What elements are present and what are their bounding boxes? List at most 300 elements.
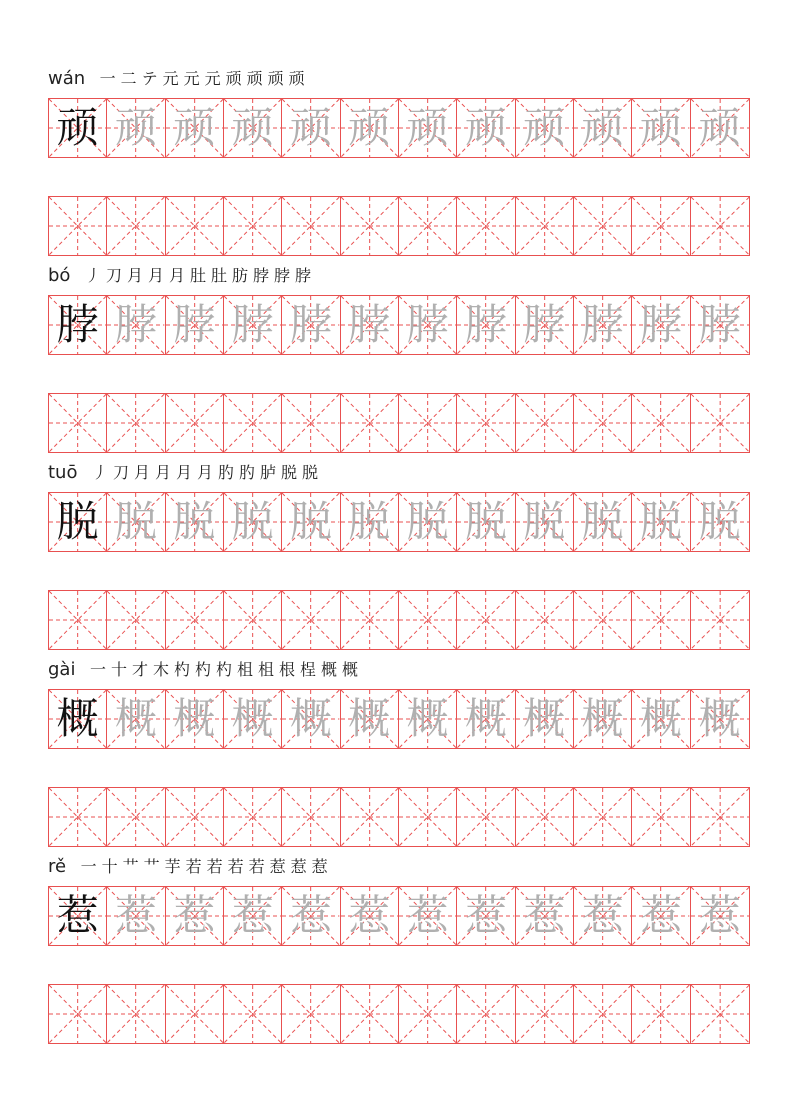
grid-cell	[457, 493, 515, 551]
trace-character: 脖	[231, 300, 274, 349]
stroke-step: 惹	[269, 857, 286, 876]
grid-cell	[399, 788, 457, 846]
grid-cell	[399, 690, 457, 748]
blank-grid-row	[48, 590, 750, 650]
mi-grid-guides	[457, 197, 514, 255]
stroke-step: 十	[101, 857, 118, 876]
grid-cell	[49, 99, 107, 157]
trace-character: 脱	[464, 497, 507, 546]
grid-cell	[224, 690, 282, 748]
mi-grid-guides	[341, 197, 398, 255]
grid-cell	[516, 985, 574, 1043]
trace-character: 顽	[348, 103, 391, 152]
trace-character: 惹	[581, 891, 624, 940]
grid-cell	[282, 493, 340, 551]
grid-cell	[282, 591, 340, 649]
grid-cell	[341, 394, 399, 452]
trace-character: 脱	[289, 497, 332, 546]
grid-cell	[282, 197, 340, 255]
tracing-grid-row	[48, 886, 750, 946]
grid-cell	[107, 887, 165, 945]
stroke-order	[89, 462, 320, 484]
stroke-step: 若	[206, 857, 223, 876]
mi-grid-guides	[691, 788, 749, 846]
mi-grid-guides	[516, 985, 573, 1043]
trace-character: 脱	[348, 497, 391, 546]
grid-cell	[632, 493, 690, 551]
mi-grid-guides	[166, 394, 223, 452]
trace-character: 概	[639, 694, 682, 743]
grid-cell	[49, 690, 107, 748]
stroke-step: 脖	[252, 266, 269, 285]
stroke-step: 顽	[288, 69, 305, 88]
trace-character: 概	[289, 694, 332, 743]
mi-grid-guides	[691, 197, 749, 255]
mi-grid-guides	[282, 591, 339, 649]
mi-grid-guides	[49, 985, 106, 1043]
mi-grid-guides	[49, 197, 106, 255]
pinyin-stroke-line	[48, 655, 360, 681]
tracing-grid-row	[48, 295, 750, 355]
stroke-step: 芋	[164, 857, 181, 876]
mi-grid-guides	[282, 394, 339, 452]
grid-cell	[574, 690, 632, 748]
stroke-step: 月	[154, 463, 171, 482]
stroke-step: 一	[99, 69, 116, 88]
pinyin-label: wán	[48, 68, 86, 89]
mi-grid-guides	[399, 591, 456, 649]
grid-cell	[574, 985, 632, 1043]
stroke-step: 胪	[259, 463, 276, 482]
model-character: 脱	[56, 497, 99, 546]
blank-grid-row	[48, 984, 750, 1044]
stroke-step: 若	[248, 857, 265, 876]
grid-cell	[632, 99, 690, 157]
mi-grid-guides	[107, 591, 164, 649]
pinyin-label: rě	[48, 856, 67, 877]
trace-character: 顽	[231, 103, 274, 152]
stroke-order	[78, 856, 330, 878]
grid-cell	[224, 887, 282, 945]
mi-grid-guides	[516, 394, 573, 452]
stroke-order	[97, 68, 307, 90]
blank-grid-row	[48, 787, 750, 847]
model-character: 概	[56, 694, 99, 743]
grid-cell	[574, 788, 632, 846]
grid-cell	[107, 985, 165, 1043]
trace-character: 脖	[464, 300, 507, 349]
mi-grid-guides	[282, 788, 339, 846]
grid-cell	[49, 985, 107, 1043]
grid-cell	[166, 985, 224, 1043]
trace-character: 概	[231, 694, 274, 743]
grid-cell	[574, 887, 632, 945]
mi-grid-guides	[457, 394, 514, 452]
pinyin-label: gài	[48, 659, 76, 680]
trace-character: 脱	[639, 497, 682, 546]
trace-character: 脱	[581, 497, 624, 546]
grid-cell	[574, 296, 632, 354]
trace-character: 惹	[698, 891, 741, 940]
trace-character: 概	[523, 694, 566, 743]
stroke-step: 顽	[225, 69, 242, 88]
stroke-order	[87, 659, 360, 681]
trace-character: 脖	[173, 300, 216, 349]
stroke-step: 月	[175, 463, 192, 482]
tracing-grid-row	[48, 492, 750, 552]
grid-cell	[166, 788, 224, 846]
stroke-step: 丿	[84, 266, 101, 285]
grid-cell	[49, 788, 107, 846]
stroke-step: 元	[162, 69, 179, 88]
stroke-step: テ	[141, 69, 158, 88]
mi-grid-guides	[632, 591, 689, 649]
grid-cell	[574, 394, 632, 452]
stroke-step: 元	[204, 69, 221, 88]
stroke-step: 刀	[112, 463, 129, 482]
mi-grid-guides	[399, 788, 456, 846]
trace-character: 惹	[523, 891, 566, 940]
stroke-step: 艹	[143, 857, 160, 876]
grid-cell	[49, 887, 107, 945]
trace-character: 惹	[348, 891, 391, 940]
stroke-step: 柤	[236, 660, 253, 679]
stroke-step: 柤	[257, 660, 274, 679]
grid-cell	[457, 690, 515, 748]
stroke-step: 肚	[189, 266, 206, 285]
trace-character: 顽	[114, 103, 157, 152]
grid-cell	[516, 788, 574, 846]
mi-grid-guides	[166, 788, 223, 846]
stroke-step: 木	[152, 660, 169, 679]
grid-cell	[691, 887, 749, 945]
grid-cell	[166, 887, 224, 945]
mi-grid-guides	[632, 394, 689, 452]
stroke-step: 顽	[246, 69, 263, 88]
stroke-step: 肑	[238, 463, 255, 482]
stroke-step: 肪	[231, 266, 248, 285]
trace-character: 顽	[639, 103, 682, 152]
grid-cell	[107, 394, 165, 452]
mi-grid-guides	[224, 985, 281, 1043]
trace-character: 顽	[523, 103, 566, 152]
stroke-step: 刀	[105, 266, 122, 285]
mi-grid-guides	[282, 197, 339, 255]
grid-cell	[399, 887, 457, 945]
grid-cell	[632, 197, 690, 255]
grid-cell	[457, 99, 515, 157]
grid-cell	[457, 788, 515, 846]
grid-cell	[516, 887, 574, 945]
grid-cell	[49, 197, 107, 255]
grid-cell	[49, 296, 107, 354]
mi-grid-guides	[107, 394, 164, 452]
mi-grid-guides	[574, 591, 631, 649]
trace-character: 顽	[698, 103, 741, 152]
grid-cell	[224, 296, 282, 354]
mi-grid-guides	[166, 591, 223, 649]
mi-grid-guides	[224, 788, 281, 846]
grid-cell	[224, 394, 282, 452]
trace-character: 脖	[581, 300, 624, 349]
stroke-step: 杓	[173, 660, 190, 679]
mi-grid-guides	[574, 394, 631, 452]
grid-cell	[107, 197, 165, 255]
trace-character: 惹	[114, 891, 157, 940]
stroke-step: 月	[196, 463, 213, 482]
grid-cell	[282, 788, 340, 846]
trace-character: 脖	[406, 300, 449, 349]
trace-character: 脖	[639, 300, 682, 349]
grid-cell	[457, 296, 515, 354]
trace-character: 脱	[173, 497, 216, 546]
grid-cell	[516, 690, 574, 748]
grid-cell	[691, 788, 749, 846]
grid-cell	[399, 99, 457, 157]
grid-cell	[107, 690, 165, 748]
trace-character: 顽	[464, 103, 507, 152]
grid-cell	[341, 788, 399, 846]
grid-cell	[224, 788, 282, 846]
mi-grid-guides	[457, 591, 514, 649]
grid-cell	[457, 887, 515, 945]
pinyin-stroke-line	[48, 852, 330, 878]
grid-cell	[282, 690, 340, 748]
grid-cell	[516, 296, 574, 354]
stroke-step: 才	[131, 660, 148, 679]
grid-cell	[399, 985, 457, 1043]
stroke-step: 一	[89, 660, 106, 679]
grid-cell	[341, 493, 399, 551]
stroke-step: 十	[110, 660, 127, 679]
trace-character: 概	[581, 694, 624, 743]
stroke-step: 脱	[280, 463, 297, 482]
grid-cell	[49, 394, 107, 452]
grid-cell	[282, 394, 340, 452]
grid-cell	[166, 394, 224, 452]
grid-cell	[341, 99, 399, 157]
grid-cell	[457, 591, 515, 649]
grid-cell	[691, 985, 749, 1043]
grid-cell	[399, 296, 457, 354]
grid-cell	[574, 99, 632, 157]
stroke-step: 概	[320, 660, 337, 679]
mi-grid-guides	[691, 591, 749, 649]
stroke-step: 月	[168, 266, 185, 285]
grid-cell	[691, 591, 749, 649]
mi-grid-guides	[166, 197, 223, 255]
mi-grid-guides	[574, 985, 631, 1043]
stroke-step: 月	[147, 266, 164, 285]
mi-grid-guides	[457, 788, 514, 846]
trace-character: 脖	[289, 300, 332, 349]
stroke-step: 杓	[215, 660, 232, 679]
grid-cell	[166, 197, 224, 255]
grid-cell	[516, 591, 574, 649]
mi-grid-guides	[632, 197, 689, 255]
pinyin-label: bó	[48, 265, 71, 286]
trace-character: 概	[114, 694, 157, 743]
trace-character: 惹	[406, 891, 449, 940]
grid-cell	[632, 887, 690, 945]
grid-cell	[282, 887, 340, 945]
stroke-step: 惹	[290, 857, 307, 876]
grid-cell	[399, 493, 457, 551]
mi-grid-guides	[49, 394, 106, 452]
grid-cell	[574, 591, 632, 649]
trace-character: 概	[698, 694, 741, 743]
grid-cell	[516, 493, 574, 551]
mi-grid-guides	[457, 985, 514, 1043]
grid-cell	[341, 887, 399, 945]
mi-grid-guides	[516, 591, 573, 649]
stroke-step: 月	[126, 266, 143, 285]
grid-cell	[224, 99, 282, 157]
grid-cell	[107, 296, 165, 354]
mi-grid-guides	[282, 985, 339, 1043]
stroke-step: 脖	[294, 266, 311, 285]
grid-cell	[341, 985, 399, 1043]
grid-cell	[49, 493, 107, 551]
trace-character: 脱	[231, 497, 274, 546]
trace-character: 脖	[698, 300, 741, 349]
trace-character: 顽	[406, 103, 449, 152]
grid-cell	[574, 493, 632, 551]
grid-cell	[691, 394, 749, 452]
grid-cell	[224, 591, 282, 649]
grid-cell	[516, 394, 574, 452]
grid-cell	[516, 197, 574, 255]
mi-grid-guides	[49, 788, 106, 846]
trace-character: 惹	[464, 891, 507, 940]
stroke-step: 肚	[210, 266, 227, 285]
grid-cell	[107, 493, 165, 551]
stroke-step: 肑	[217, 463, 234, 482]
pinyin-stroke-line	[48, 261, 313, 287]
grid-cell	[166, 493, 224, 551]
mi-grid-guides	[399, 197, 456, 255]
mi-grid-guides	[399, 394, 456, 452]
mi-grid-guides	[224, 197, 281, 255]
grid-cell	[166, 99, 224, 157]
pinyin-stroke-line	[48, 458, 320, 484]
grid-cell	[632, 985, 690, 1043]
grid-cell	[632, 690, 690, 748]
mi-grid-guides	[516, 197, 573, 255]
trace-character: 惹	[231, 891, 274, 940]
grid-cell	[341, 197, 399, 255]
grid-cell	[457, 985, 515, 1043]
grid-cell	[224, 197, 282, 255]
trace-character: 脱	[114, 497, 157, 546]
mi-grid-guides	[399, 985, 456, 1043]
mi-grid-guides	[632, 985, 689, 1043]
trace-character: 顽	[581, 103, 624, 152]
model-character: 脖	[56, 300, 99, 349]
mi-grid-guides	[224, 591, 281, 649]
mi-grid-guides	[341, 788, 398, 846]
trace-character: 概	[464, 694, 507, 743]
stroke-step: 丿	[91, 463, 108, 482]
trace-character: 概	[173, 694, 216, 743]
mi-grid-guides	[107, 197, 164, 255]
pinyin-stroke-line	[48, 64, 307, 90]
stroke-step: 二	[120, 69, 137, 88]
grid-cell	[107, 591, 165, 649]
grid-cell	[516, 99, 574, 157]
stroke-step: 月	[133, 463, 150, 482]
grid-cell	[574, 197, 632, 255]
blank-grid-row	[48, 393, 750, 453]
grid-cell	[632, 788, 690, 846]
mi-grid-guides	[574, 197, 631, 255]
grid-cell	[107, 788, 165, 846]
mi-grid-guides	[574, 788, 631, 846]
grid-cell	[399, 197, 457, 255]
mi-grid-guides	[691, 394, 749, 452]
grid-cell	[166, 690, 224, 748]
grid-cell	[282, 296, 340, 354]
grid-cell	[691, 197, 749, 255]
stroke-step: 一	[80, 857, 97, 876]
grid-cell	[282, 99, 340, 157]
trace-character: 惹	[639, 891, 682, 940]
grid-cell	[691, 296, 749, 354]
mi-grid-guides	[632, 788, 689, 846]
trace-character: 惹	[289, 891, 332, 940]
grid-cell	[341, 690, 399, 748]
mi-grid-guides	[341, 591, 398, 649]
grid-cell	[107, 99, 165, 157]
trace-character: 概	[348, 694, 391, 743]
stroke-step: 惹	[311, 857, 328, 876]
mi-grid-guides	[516, 788, 573, 846]
stroke-step: 脱	[301, 463, 318, 482]
grid-cell	[691, 493, 749, 551]
model-character: 顽	[56, 103, 99, 152]
trace-character: 顽	[173, 103, 216, 152]
grid-cell	[282, 985, 340, 1043]
trace-character: 顽	[289, 103, 332, 152]
stroke-step: 脖	[273, 266, 290, 285]
grid-cell	[224, 985, 282, 1043]
trace-character: 概	[406, 694, 449, 743]
stroke-step: 若	[185, 857, 202, 876]
grid-cell	[632, 394, 690, 452]
stroke-order	[82, 265, 313, 287]
stroke-step: 根	[278, 660, 295, 679]
trace-character: 脖	[523, 300, 566, 349]
stroke-step: 元	[183, 69, 200, 88]
trace-character: 脱	[698, 497, 741, 546]
trace-character: 脱	[523, 497, 566, 546]
stroke-step: 概	[341, 660, 358, 679]
mi-grid-guides	[49, 591, 106, 649]
grid-cell	[632, 296, 690, 354]
grid-cell	[166, 591, 224, 649]
stroke-step: 桯	[299, 660, 316, 679]
grid-cell	[341, 296, 399, 354]
mi-grid-guides	[341, 394, 398, 452]
mi-grid-guides	[166, 985, 223, 1043]
pinyin-label: tuō	[48, 462, 78, 483]
stroke-step: 若	[227, 857, 244, 876]
grid-cell	[632, 591, 690, 649]
grid-cell	[224, 493, 282, 551]
trace-character: 脱	[406, 497, 449, 546]
grid-cell	[691, 690, 749, 748]
tracing-grid-row	[48, 98, 750, 158]
